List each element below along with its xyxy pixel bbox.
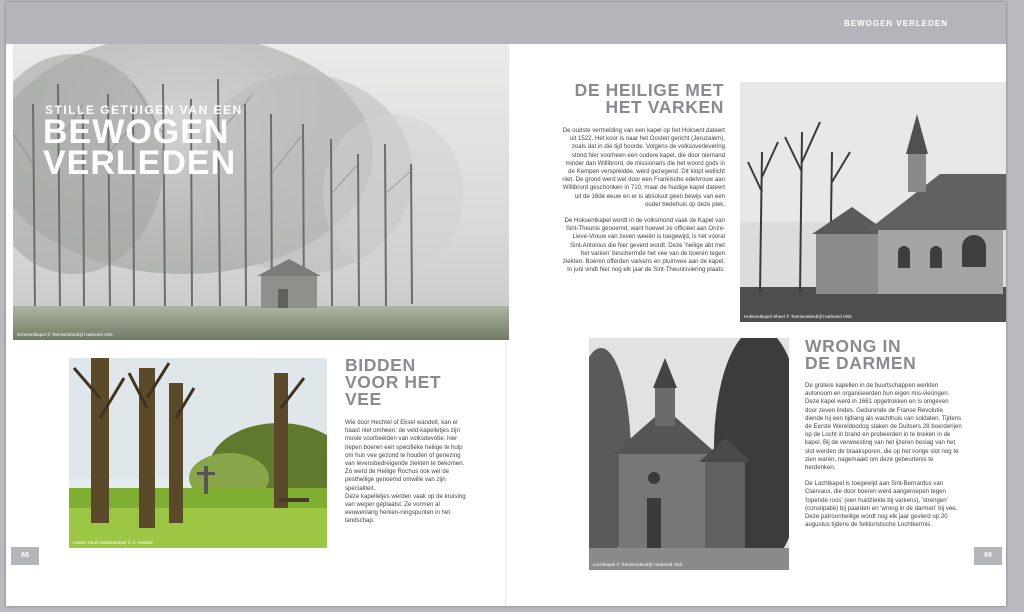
chapel-image (740, 82, 1006, 322)
hero-subtitle: STILLE GETUIGEN VAN EEN (45, 103, 243, 117)
photo-hoksentkapel (740, 82, 1006, 322)
photo-caption: Linden rond Hoksentkapel © V. Vesthel (73, 540, 153, 545)
page-number-left: 68 (11, 547, 39, 565)
linden-trees-image (69, 358, 327, 548)
photo-caption: Lochtkapel © Toerismebedrijf Harbeeld Visit (593, 562, 683, 567)
article-body-darmen (805, 382, 962, 537)
hero-title-line: VERLEDEN (43, 144, 237, 182)
hero-photo (13, 44, 509, 340)
hero-caption: Scherselkapel © Toerismebedrijf Harbeeld Visit (17, 332, 113, 337)
page-number-right: 69 (974, 547, 1002, 565)
heading-line: VEE (345, 389, 382, 409)
article-heading-darmen (805, 338, 945, 372)
paragraph: De grotere kapellen in de buurtschappen werkten autonoom en organiseerden hun eigen mis-vieringen. Deze kapel werd in 1661 opgetrokken en is omgeven door zeven lindes. Gedurende de Franse Revolutie diende hij een tijdlang als wachthuis van soldaten. Tijdens de Eerste Wereldoorlog staken de Duitsers 28 boerderijen op de Locht in brand en probeerden in te breken in de kapel. Bij de verwoesting van het ijzeren beslag van het slot werden de braaksporen, die op het vorige slot nog te zien waren, nagemaakt om deze gebeurtenis te herdenken. (805, 382, 962, 472)
foggy-forest-image (13, 44, 509, 340)
hero-title (43, 113, 237, 182)
hero-title-line: BEWOGEN (43, 113, 230, 151)
heading-line: VOOR HET (345, 372, 442, 392)
photo-lochtkapel (589, 338, 789, 570)
article-body-varken (561, 127, 725, 282)
heading-line: BIDDEN (345, 355, 416, 375)
heading-line: HET VARKEN (605, 97, 724, 117)
heading-line: DE DARMEN (805, 353, 917, 373)
section-label: BEWOGEN VERLEDEN (843, 19, 948, 28)
paragraph: De oudste vermelding van een kapel op het Hoksent dateert uit 1522. Het koor is naar het Oosten gericht (Jeruzalem), zoals dat in die tijd hoorde. Volgens de volksoverlevering stond hier voorheen een oudere kapel, die door niemand minder dan Willibrord, de missionaris die het woord gods in de Kempen verspreidde, werd gezegend. Dit klopt wellicht niet. De grond werd wel door een Frankische edelvrouw aan Willibrord geschonken in 710, maar de huidige kapel dateert uit de 16de eeuw en er is absoluut geen bewijs van een ouder bedehuis op deze plek. (562, 127, 725, 208)
magazine-spread (6, 2, 1006, 606)
heading-line: WRONG IN (805, 336, 902, 356)
heading-line: DE HEILIGE MET (574, 80, 724, 100)
photo-linden-trees (69, 358, 327, 548)
article-heading-vee (345, 357, 475, 408)
article-heading-varken (554, 82, 724, 116)
paragraph: Wie door Hechtel of Eksel wandelt, kan er haast niet omheen: de veld-kapelletjes zijn mooie voorbeelden van volksdevotie: hier riepen boeren een specifieke heilige te hulp om hun vee gezond te houden of genezing van levensbedreigende ziekten te bekomen. Zo werd de Heilige Rochus ook wel de pestheilige genoemd omwille van zijn specialiteit. (345, 419, 465, 492)
paragraph: De Hoksentkapel wordt in de volksmond vaak de Kapel van Sint-Theunis genoemd, want hoewel ze officieel aan Onze-Lieve-Vrouw van zeven weeën is toegewijd, is het vooral Sint-Antonius die hier geverd wordt. Deze 'heilige abt met het varken' beschermde het vee van de boeren tegen ziekten. Boeren offerden varkens en pluimvee aan de kapel. In juni vindt hier nog elk jaar de Sint-Theunisviering plaats. (562, 217, 725, 274)
paragraph: Deze kapelletjes werden vaak op de kruising van wegen geplaatst. Ze vormen al eeuwenlang herken-ningspunten in het landschap. (345, 492, 466, 525)
header-band (6, 2, 1006, 44)
lochtkapel-image (589, 338, 789, 570)
paragraph: De Lochtkapel is toegewijd aan Sint-Bernardus van Clairvaux, die door boeren werd aangeroepen tegen 'lopende roos' (een huidziekte bij varkens), 'strengen' (constipatie) bij paarden en 'wrong in de darmen' bij vee. Deze patroonheilige wordt nog elk jaar gevierd op 20 augustus tijdens de folkloristische Lochtkermis. (805, 480, 958, 529)
article-body-vee (345, 419, 469, 534)
photo-caption: Hoksentkapel Sheel © Toerismebedrijf Harbeeld Visit (744, 314, 852, 319)
